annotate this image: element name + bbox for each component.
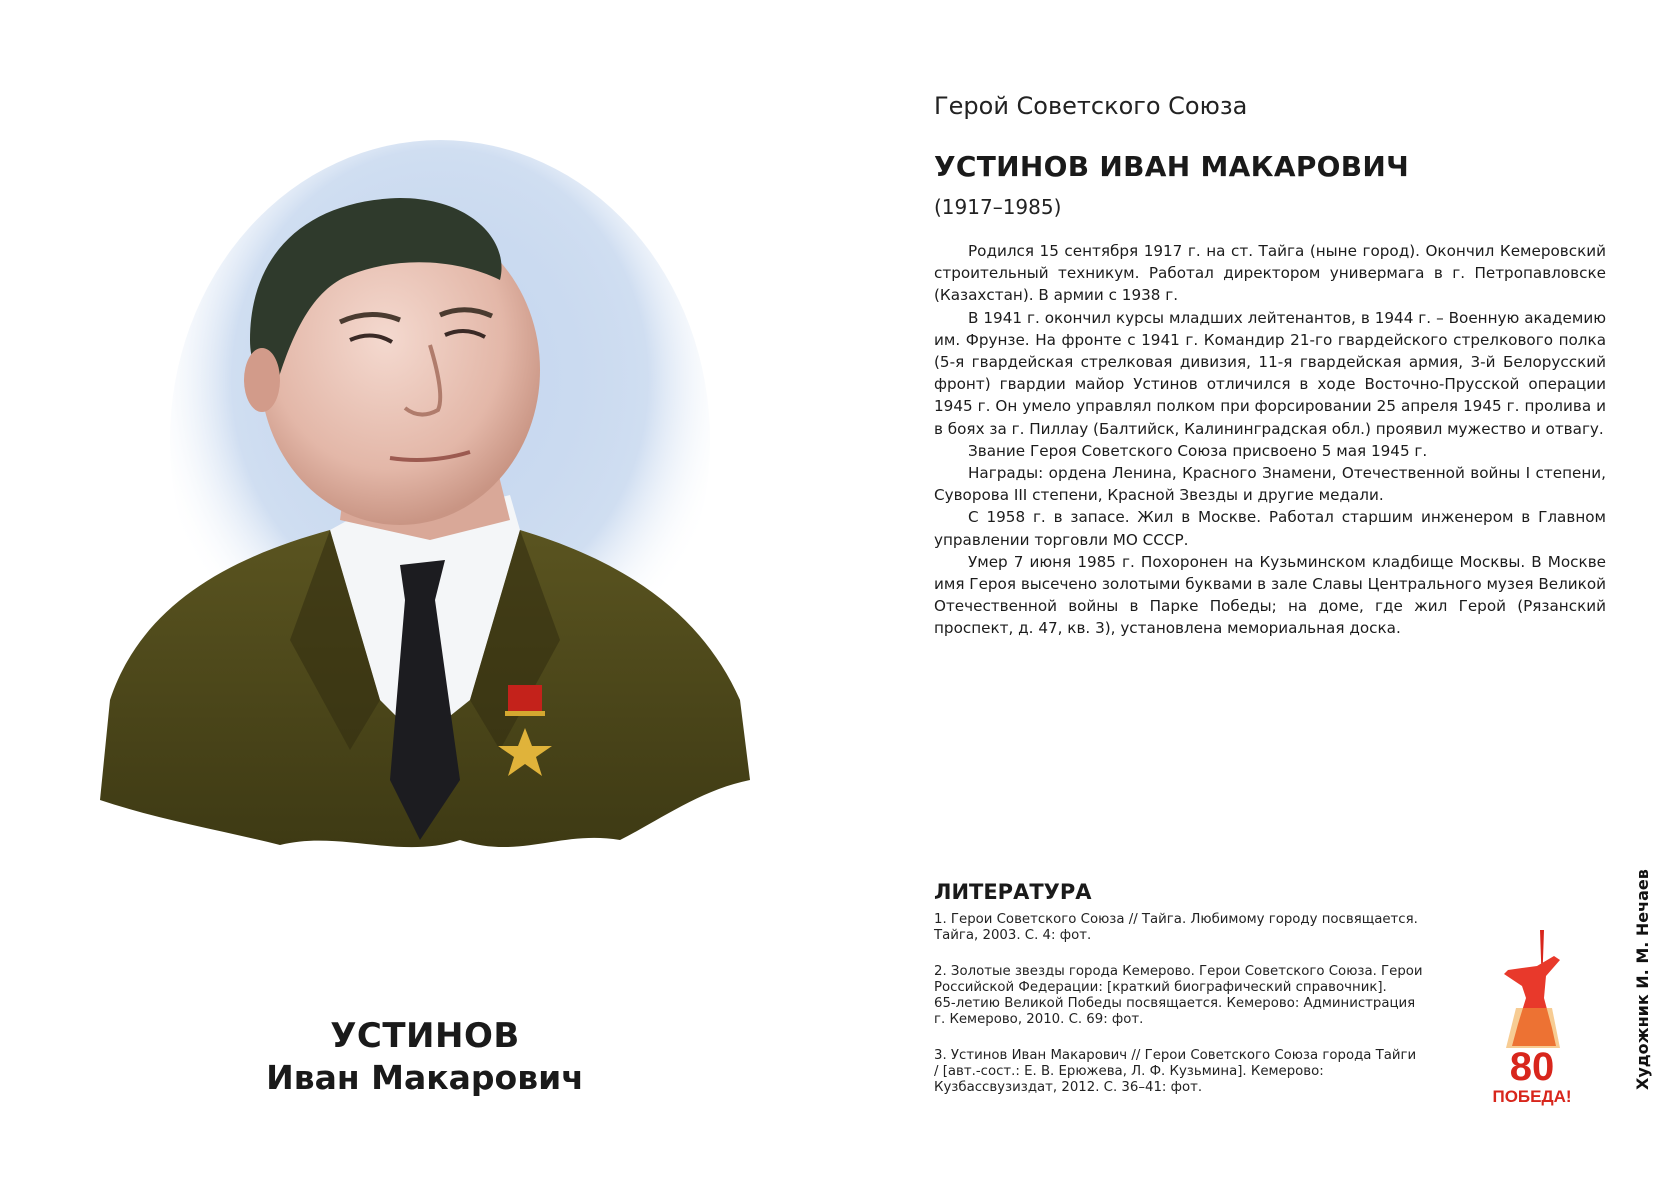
literature-item: 3. Устинов Иван Макарович // Герои Советского Союза города Тайги / [авт.-сост.: Е. В. Ерюжева, Л. Ф. Кузьмина]. Кемерово: Кузбассвузиздат, 2012. С. 36–41: фот.: [934, 1048, 1417, 1095]
biography: [934, 240, 1606, 640]
hero-full-name: УСТИНОВ ИВАН МАКАРОВИЧ: [934, 150, 1410, 183]
motherland-calls-emblem: [1482, 928, 1582, 1108]
literature-list: [934, 912, 1434, 1116]
bio-paragraph: С 1958 г. в запасе. Жил в Москве. Работал старшим инженером в Главном управлении торговли МО СССР.: [934, 508, 1606, 549]
bio-paragraph: Звание Героя Советского Союза присвоено 5 мая 1945 г.: [968, 441, 1428, 460]
life-years: (1917–1985): [934, 195, 1062, 219]
caption-given-names: Иван Макарович: [266, 1058, 584, 1097]
literature-title: ЛИТЕРАТУРА: [934, 880, 1092, 904]
literature-item: 2. Золотые звезды города Кемерово. Герои Советского Союза. Герои Российской Федерации: [краткий биографический справочник]. 65-летию Великой Победы посвящается. Кемерово: Администрация г. Кемерово, 2010. С. 69: фот.: [934, 964, 1423, 1027]
literature-item: 1. Герои Советского Союза // Тайга. Любимому городу посвящается. Тайга, 2003. С. 4: фот.: [934, 912, 1418, 943]
logo-word: ПОБЕДА!: [1492, 1087, 1572, 1106]
portrait-illustration: [100, 140, 750, 900]
portrait-caption: [100, 1015, 750, 1099]
caption-surname: УСТИНОВ: [330, 1016, 520, 1056]
bio-paragraph: Награды: ордена Ленина, Красного Знамени, Отечественной войны I степени, Суворова III степени, Красной Звезды и другие медали.: [934, 464, 1606, 505]
ear: [244, 348, 280, 412]
victory-80-logo: [1482, 928, 1582, 1108]
bio-paragraph: В 1941 г. окончил курсы младших лейтенантов, в 1944 г. – Военную академию им. Фрунзе. На фронте с 1941 г. Командир 21-го гвардейского стрелкового полка (5-я гвардейская стрелковая дивизия, 11-я гвардейская армия, 3-й Белорусский фронт) гвардии майор Устинов отличился в ходе Восточно-Прусской операции 1945 г. Он умело управлял полком при форсировании 25 апреля 1945 г. пролива и в боях за г. Пиллау (Балтийск, Калининградская обл.) проявил мужество и отвагу.: [934, 308, 1606, 438]
hero-rank: Герой Советского Союза: [934, 92, 1248, 120]
artist-credit: Художник И. М. Нечаев: [1633, 869, 1652, 1090]
portrait-painting: [100, 140, 750, 900]
logo-number: 80: [1509, 1045, 1555, 1089]
bio-paragraph: Умер 7 июня 1985 г. Похоронен на Кузьминском кладбище Москвы. В Москве имя Героя высечено золотыми буквами в зале Славы Центрального музея Великой Отечественной войны в Парке Победы; на доме, где жил Герой (Рязанский проспект, д. 47, кв. 3), установлена мемориальная доска.: [934, 552, 1606, 638]
bio-paragraph: Родился 15 сентября 1917 г. на ст. Тайга (ныне город). Окончил Кемеровский строительный техникум. Работал директором универмага в г. Петропавловске (Казахстан). В армии с 1938 г.: [934, 242, 1606, 305]
